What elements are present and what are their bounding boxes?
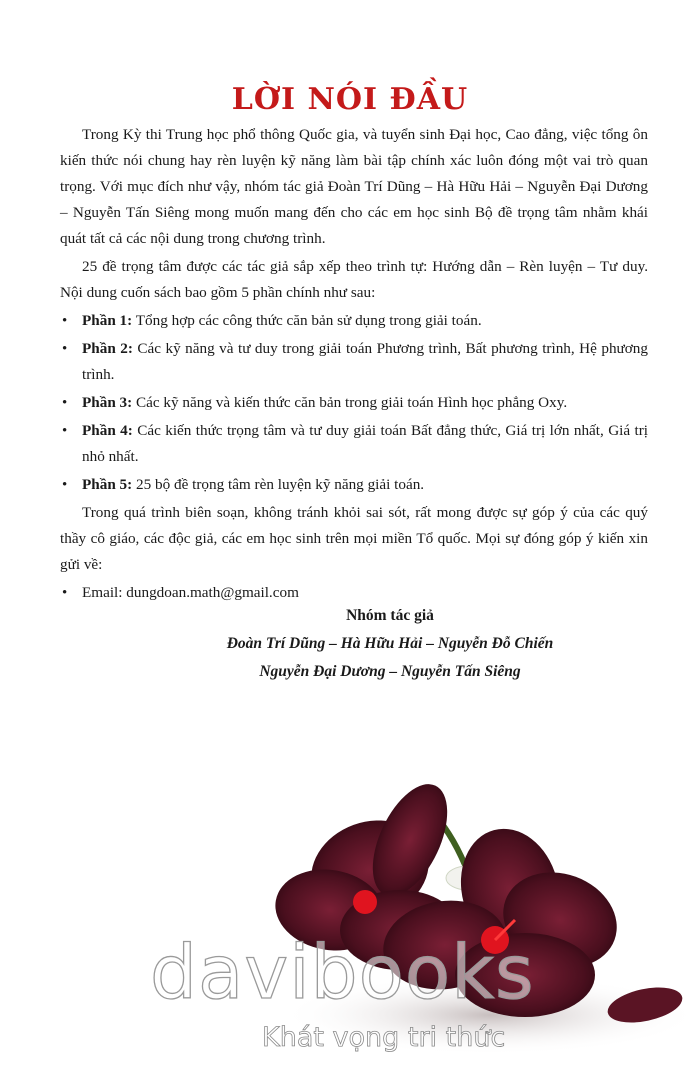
- part-text: 25 bộ đề trọng tâm rèn luyện kỹ năng giải toán.: [136, 476, 425, 493]
- part-label: Phần 4:: [82, 422, 133, 439]
- part-label: Phần 2:: [82, 340, 133, 357]
- signature-authors-line-1: Đoàn Trí Dũng – Hà Hữu Hải – Nguyễn Đỗ Chiến: [226, 635, 554, 652]
- part-text: Tổng hợp các công thức căn bản sử dụng trong giải toán.: [135, 312, 482, 329]
- signature-title: Nhóm tác giả: [346, 607, 434, 624]
- intro-paragraph-1: Trong Kỳ thi Trung học phổ thông Quốc gia, và tuyển sinh Đại học, Cao đẳng, việc tổng ôn kiến thức nói chung hay rèn luyện kỹ năng làm bài tập chính xác luôn đóng một vai trò quan trọng. Với mục đích như vậy, nhóm tác giả Đoàn Trí Dũng – Hà Hữu Hải – Nguyễn Đại Dương – Nguyễn Tấn Siêng mong muốn mang đến cho các em học sinh Bộ đề trọng tâm nhằm khái quát tất cả các nội dung trong chương trình.: [60, 126, 648, 247]
- list-item: [60, 308, 648, 334]
- bullet-icon: •: [62, 313, 68, 329]
- part-text: Các kỹ năng và kiến thức căn bản trong giải toán Hình học phẳng Oxy.: [136, 394, 568, 411]
- signature-block: [0, 602, 700, 686]
- preface-body: [60, 122, 648, 608]
- bullet-icon: •: [62, 423, 68, 439]
- bullet-icon: •: [62, 585, 68, 601]
- bullet-icon: •: [62, 341, 68, 357]
- list-item: [60, 336, 648, 388]
- intro-paragraph-2: 25 đề trọng tâm được các tác giả sắp xếp theo trình tự: Hướng dẫn – Rèn luyện – Tư duy. Nội dung cuốn sách bao gồm 5 phần chính như sau:: [60, 258, 648, 301]
- parts-list: [60, 308, 648, 498]
- bullet-icon: •: [62, 477, 68, 493]
- part-label: Phần 1:: [82, 312, 133, 329]
- list-item: [60, 418, 648, 470]
- watermark-brand: davibooks: [150, 930, 535, 1016]
- bullet-icon: •: [62, 395, 68, 411]
- part-label: Phần 3:: [82, 394, 133, 411]
- list-item: [60, 472, 648, 498]
- page-title: LỜI NÓI ĐẦU: [231, 82, 469, 118]
- email-address[interactable]: dungdoan.math@gmail.com: [126, 584, 299, 601]
- list-item: [60, 390, 648, 416]
- closing-paragraph: Trong quá trình biên soạn, không tránh khỏi sai sót, rất mong được sự góp ý của các quý thầy cô giáo, các độc giả, các em học sinh trên mọi miền Tổ quốc. Mọi sự đóng góp ý kiến xin gửi về:: [60, 504, 648, 573]
- signature-authors-line-2: Nguyễn Đại Dương – Nguyễn Tấn Siêng: [259, 663, 521, 680]
- flower-back-center: [353, 890, 377, 914]
- part-text: Các kỹ năng và tư duy trong giải toán Phương trình, Bất phương trình, Hệ phương trình.: [82, 340, 648, 383]
- watermark-tagline: Khát vọng tri thức: [262, 1022, 506, 1053]
- email-label: Email:: [82, 584, 123, 601]
- part-label: Phần 5:: [82, 476, 133, 493]
- part-text: Các kiến thức trọng tâm và tư duy giải toán Bất đẳng thức, Giá trị lớn nhất, Giá trị nhỏ nhất.: [82, 422, 649, 465]
- flower-illustration: [260, 770, 700, 1060]
